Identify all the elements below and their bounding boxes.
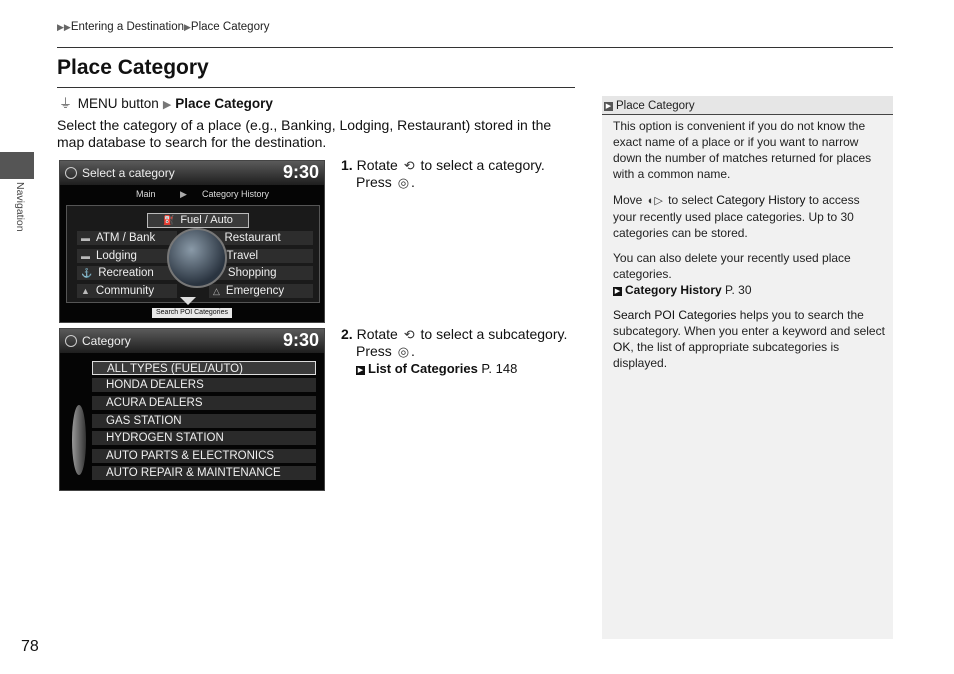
- category-label: Lodging: [96, 250, 137, 262]
- menu-path-target: Place Category: [175, 96, 273, 111]
- tab-main[interactable]: Main: [136, 189, 156, 199]
- community-icon: ▲: [81, 286, 90, 296]
- menu-button-icon: ⏚: [59, 96, 73, 111]
- step-text: Press: [356, 343, 392, 359]
- select-category-screen: [59, 160, 325, 323]
- step-number: 2.: [341, 326, 353, 342]
- step-2: [341, 326, 586, 377]
- xref-page: P. 30: [725, 283, 752, 297]
- category-label: Travel: [226, 250, 259, 262]
- screen-clock: 9:30: [282, 162, 319, 182]
- category-atm-bank[interactable]: [77, 231, 177, 245]
- category-label: Emergency: [225, 285, 285, 297]
- list-item[interactable]: HONDA DEALERS: [92, 378, 316, 392]
- rotate-dial-icon: ⟲: [403, 158, 415, 173]
- screen-clock: 9:30: [282, 330, 319, 350]
- xref-arrow-icon: ▶: [614, 288, 621, 295]
- category-emergency[interactable]: [209, 284, 313, 298]
- note-text: Move: [613, 193, 643, 207]
- breadcrumb-item[interactable]: Place Category: [190, 21, 270, 33]
- intro-text: Select the category of a place (e.g., Banking, Lodging, Restaurant) stored in the map database to search for the destination.: [57, 117, 552, 150]
- note-paragraph: [613, 192, 885, 241]
- category-lodging[interactable]: [77, 249, 177, 263]
- home-icon: [65, 335, 77, 347]
- subcategory-list: [72, 357, 318, 487]
- step-number: 1.: [341, 157, 353, 173]
- category-label: Fuel / Auto: [180, 214, 233, 226]
- category-recreation[interactable]: [77, 266, 177, 280]
- breadcrumb: [57, 21, 270, 33]
- note-heading: [604, 97, 695, 112]
- fuel-icon: ⛽: [163, 215, 175, 225]
- press-dial-icon: ◎: [397, 175, 410, 190]
- list-item[interactable]: ALL TYPES (FUEL/AUTO): [92, 361, 316, 375]
- category-label: ATM / Bank: [96, 232, 156, 244]
- move-dial-icon: ◐▷: [647, 195, 663, 207]
- note-text: , the list of appropriate subcategories is displayed.: [613, 340, 840, 370]
- note-paragraph: [613, 307, 885, 371]
- page-title: Place Category: [57, 56, 209, 79]
- category-community[interactable]: [77, 284, 177, 298]
- list-item[interactable]: GAS STATION: [92, 414, 316, 428]
- note-term: Category History: [716, 193, 806, 207]
- list-item[interactable]: AUTO REPAIR & MAINTENANCE: [92, 466, 316, 480]
- recreation-icon: ⚓: [81, 268, 93, 278]
- menu-path: [57, 93, 273, 112]
- step-text: to select a subcategory.: [420, 326, 568, 342]
- search-poi-categories-button[interactable]: Search POI Categories: [152, 308, 232, 318]
- category-label: Recreation: [98, 267, 154, 279]
- xref-arrow-icon: ▶: [357, 367, 364, 374]
- breadcrumb-arrow-icon: ▶▶: [57, 22, 71, 32]
- list-item[interactable]: ACURA DEALERS: [92, 396, 316, 410]
- bank-icon: ▬: [81, 233, 90, 243]
- tab-arrow-icon: ▶: [180, 189, 187, 199]
- note-heading-text: Place Category: [616, 100, 695, 112]
- step-text: Press: [356, 174, 392, 190]
- step-text: to select a category.: [420, 157, 545, 173]
- screen-header: [60, 329, 324, 353]
- interface-dial-icon: [167, 228, 227, 288]
- step-1: [341, 157, 581, 191]
- top-divider: [57, 47, 893, 48]
- chevron-down-icon[interactable]: [180, 297, 196, 305]
- breadcrumb-arrow-icon: ▶: [184, 22, 191, 32]
- emergency-icon: △: [213, 286, 220, 296]
- rotate-dial-icon: ⟲: [403, 327, 415, 342]
- xref-page: P. 148: [481, 361, 518, 376]
- note-text: helps you to search the subcategory. When you enter a keyword and select: [613, 308, 885, 338]
- menu-path-arrow-icon: ▶: [162, 99, 172, 111]
- screen-title: Select a category: [82, 166, 175, 180]
- note-text: to select: [668, 193, 713, 207]
- category-fuel-auto[interactable]: [147, 213, 249, 228]
- xref-list-of-categories[interactable]: [356, 361, 517, 376]
- step-text: Rotate: [356, 326, 398, 342]
- category-label: Community: [95, 285, 155, 297]
- section-tab: [0, 152, 34, 179]
- tab-category-history[interactable]: Category History: [202, 189, 270, 199]
- screen-title: Category: [82, 334, 131, 348]
- note-paragraph: [613, 250, 885, 298]
- screen-header: [60, 161, 324, 185]
- note-text: to access your recently used place categories. Up to 30 categories can be stored.: [613, 193, 860, 240]
- menu-path-button: MENU button: [77, 96, 159, 111]
- home-icon: [65, 167, 77, 179]
- category-grid: [66, 205, 320, 303]
- note-term: Search POI Categories: [613, 308, 737, 322]
- bed-icon: ▬: [81, 251, 90, 261]
- xref-label: Category History: [625, 283, 722, 297]
- page-number: 78: [21, 638, 39, 655]
- title-divider: [57, 87, 575, 88]
- press-dial-icon: ◎: [397, 344, 410, 359]
- xref-category-history[interactable]: [613, 283, 752, 297]
- note-paragraph: This option is convenient if you do not know the exact name of a place or if you want to narrow down the number of matches returned for places with a common name.: [613, 119, 872, 181]
- category-label: Restaurant: [224, 232, 281, 244]
- category-label: Shopping: [227, 267, 277, 279]
- step-text: Rotate: [356, 157, 398, 173]
- note-term: OK: [613, 340, 631, 354]
- tab-row: [110, 188, 290, 202]
- subcategory-screen: [59, 328, 325, 491]
- scroll-dial-icon: [72, 405, 86, 475]
- note-marker-icon: ▶: [605, 103, 612, 110]
- category-restaurant[interactable]: [209, 231, 313, 245]
- step-text: .: [411, 174, 415, 190]
- list-item[interactable]: HYDROGEN STATION: [92, 431, 316, 445]
- note-text: You can also delete your recently used place categories.: [613, 251, 851, 281]
- breadcrumb-item[interactable]: Entering a Destination: [70, 21, 184, 33]
- section-label: Navigation: [14, 182, 26, 232]
- list-item[interactable]: AUTO PARTS & ELECTRONICS: [92, 449, 316, 463]
- xref-label: List of Categories: [368, 361, 478, 376]
- step-text: .: [411, 343, 415, 359]
